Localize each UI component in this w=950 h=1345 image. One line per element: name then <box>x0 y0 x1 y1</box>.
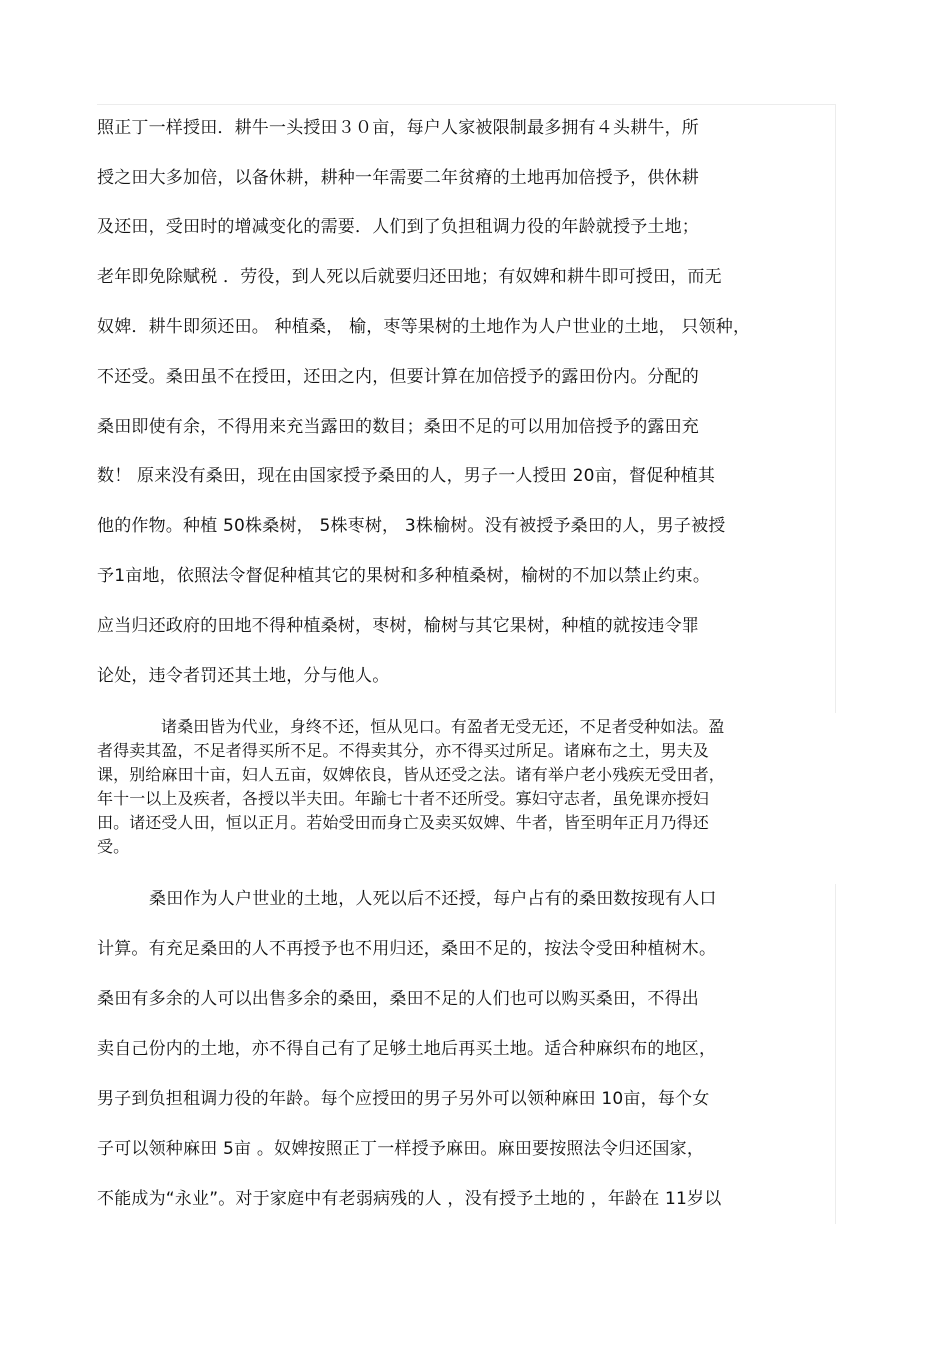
text-line: 奴婢．耕牛即须还田。 种植桑， 榆，枣等果树的土地作为人户世业的土地， 只领种， <box>97 317 751 337</box>
text-line: 数！ 原来没有桑田，现在由国家授予桑田的人，男子一人授田 20亩，督促种植其 <box>97 466 716 486</box>
text-line: 论处，违令者罚还其土地，分与他人。 <box>97 666 390 686</box>
text-line: 桑田即使有余，不得用来充当露田的数目；桑田不足的可以用加倍授予的露田充 <box>97 417 699 437</box>
text-line: 桑田有多余的人可以出售多余的桑田，桑田不足的人们也可以购买桑田，不得出 <box>97 989 699 1009</box>
text-line: 照正丁一样授田．耕牛一头授田３０亩，每户人家被限制最多拥有４头耕牛，所 <box>97 118 699 138</box>
text-line: 不能成为“永业”。对于家庭中有老弱病残的人 ，没有授予土地的 ，年龄在 11岁以 <box>97 1189 722 1209</box>
text-line: 授之田大多加倍，以备休耕，耕种一年需要二年贫瘠的土地再加倍授予，供休耕 <box>97 168 699 188</box>
text-line: 老年即免除赋税 ．劳役，到人死以后就要归还田地；有奴婢和耕牛即可授田，而无 <box>97 267 722 287</box>
text-line: 计算。有充足桑田的人不再授予也不用归还，桑田不足的，按法令受田种植树木。 <box>97 939 717 959</box>
quote-line: 诸桑田皆为代业，身终不还，恒从见口。有盈者无受无还，不足者受种如法。盈 <box>161 717 725 736</box>
quote-line: 年十一以上及疾者，各授以半夫田。年踰七十者不还所受。寡妇守志者，虽免课亦授妇 <box>97 789 709 808</box>
text-line: 予1亩地，依照法令督促种植其它的果树和多种植桑树，榆树的不加以禁止约束。 <box>97 566 711 586</box>
text-line: 男子到负担租调力役的年龄。每个应授田的男子另外可以领种麻田 10亩，每个女 <box>97 1089 710 1109</box>
text-line: 及还田，受田时的增减变化的需要．人们到了负担租调力役的年龄就授予土地； <box>97 217 699 237</box>
quote-line: 课，别给麻田十亩，妇人五亩，奴婢依良，皆从还受之法。诸有举户老小残疾无受田者， <box>97 765 725 784</box>
quote-line: 者得卖其盈，不足者得买所不足。不得卖其分，亦不得买过所足。诸麻布之土，男夫及 <box>97 741 709 760</box>
main-text-block-2 <box>97 884 836 1224</box>
text-line: 他的作物。种植 50株桑树， 5株枣树， 3株榆树。没有被授予桑田的人，男子被授 <box>97 516 726 536</box>
quoted-classical-text-block <box>97 712 835 862</box>
quote-line: 田。诸还受人田，恒以正月。若始受田而身亡及卖买奴婢、牛者，皆至明年正月乃得还 <box>97 813 709 832</box>
quote-line: 受。 <box>97 837 130 856</box>
text-line: 应当归还政府的田地不得种植桑树，枣树，榆树与其它果树，种植的就按违令罪 <box>97 616 699 636</box>
main-text-block-1 <box>97 104 836 713</box>
text-line: 子可以领种麻田 5亩 。奴婢按照正丁一样授予麻田。麻田要按照法令归还国家， <box>97 1139 705 1159</box>
text-line: 桑田作为人户世业的土地，人死以后不还授，每户占有的桑田数按现有人口 <box>149 889 717 909</box>
text-line: 不还受。桑田虽不在授田，还田之内，但要计算在加倍授予的露田份内。分配的 <box>97 367 699 387</box>
text-line: 卖自己份内的土地，亦不得自己有了足够土地后再买土地。适合种麻织布的地区， <box>97 1039 717 1059</box>
